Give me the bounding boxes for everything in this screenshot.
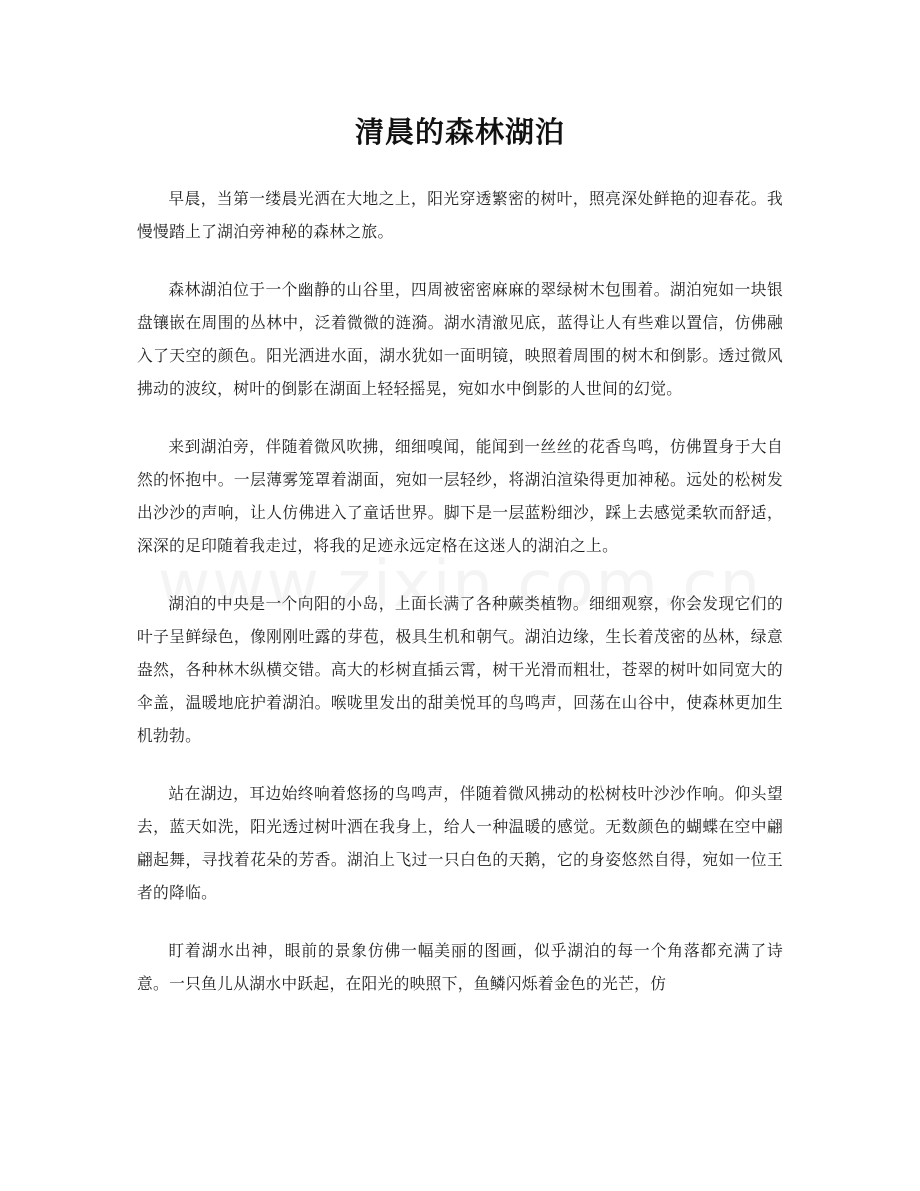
article-body (137, 182, 783, 1025)
paragraph: 站在湖边，耳边始终响着悠扬的鸟鸣声，伴随着微风拂动的松树枝叶沙沙作响。仰头望去，蓝天如洗，阳光透过树叶洒在我身上，给人一种温暖的感觉。无数颜色的蝴蝶在空中翩翩起舞，寻找着花朵的芳香。湖泊上飞过一只白色的天鹅，它的身姿悠然自得，宛如一位王者的降临。 (137, 784, 783, 902)
paragraph: 来到湖泊旁，伴随着微风吹拂，细细嗅闻，能闻到一丝丝的花香鸟鸣，仿佛置身于大自然的怀抱中。一层薄雾笼罩着湖面，宛如一层轻纱，将湖泊渲染得更加神秘。远处的松树发出沙沙的声响，让人仿佛进入了童话世界。脚下是一层蓝粉细沙，踩上去感觉柔软而舒适，深深的足印随着我走过，将我的足迹永远定格在这迷人的湖泊之上。 (137, 437, 783, 555)
paragraph: 湖泊的中央是一个向阳的小岛，上面长满了各种蕨类植物。细细观察，你会发现它们的叶子呈鲜绿色，像刚刚吐露的芽苞，极具生机和朝气。湖泊边缘，生长着茂密的丛林，绿意盎然，各种林木纵横交错。高大的杉树直插云霄，树干光滑而粗壮，苍翠的树叶如同宽大的伞盖，温暖地庇护着湖泊。喉咙里发出的甜美悦耳的鸟鸣声，回荡在山谷中，使森林更加生机勃勃。 (137, 594, 783, 745)
paragraph: 早晨，当第一缕晨光洒在大地之上，阳光穿透繁密的树叶，照亮深处鲜艳的迎春花。我慢慢踏上了湖泊旁神秘的森林之旅。 (137, 189, 783, 241)
page-title: 清晨的森林湖泊 (354, 115, 565, 149)
paragraph: 森林湖泊位于一个幽静的山谷里，四周被密密麻麻的翠绿树木包围着。湖泊宛如一块银盘镶嵌在周围的丛林中，泛着微微的涟漪。湖水清澈见底，蓝得让人有些难以置信，仿佛融入了天空的颜色。阳光洒进水面，湖水犹如一面明镜，映照着周围的树木和倒影。透过微风拂动的波纹，树叶的倒影在湖面上轻轻摇晃，宛如水中倒影的人世间的幻觉。 (137, 280, 783, 398)
paragraph: 盯着湖水出神，眼前的景象仿佛一幅美丽的图画，似乎湖泊的每一个角落都充满了诗意。一只鱼儿从湖水中跃起，在阳光的映照下，鱼鳞闪烁着金色的光芒，仿 (137, 941, 783, 993)
